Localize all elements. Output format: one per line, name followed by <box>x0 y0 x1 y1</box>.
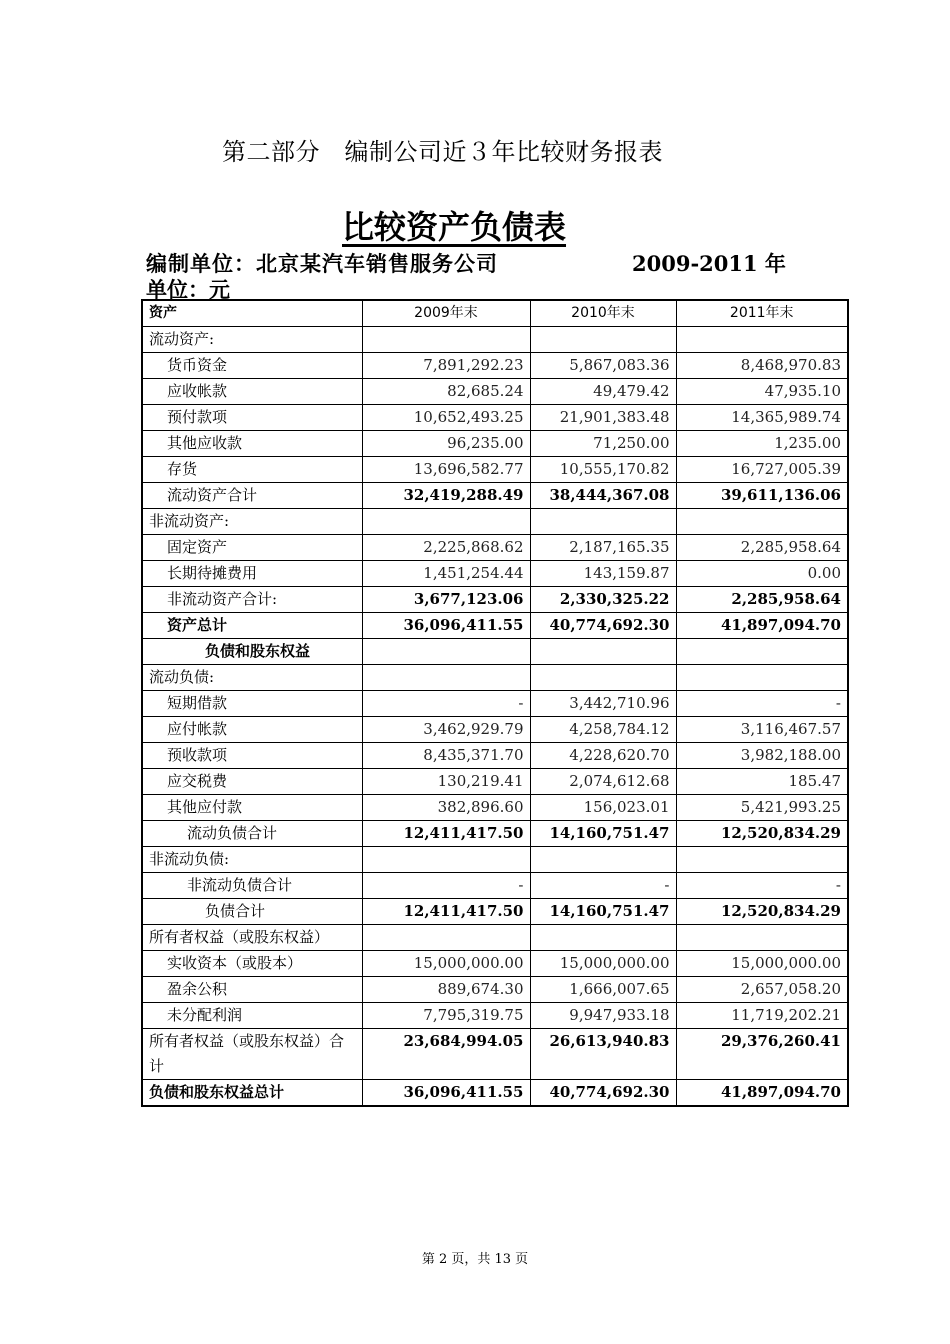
table-row <box>142 717 848 743</box>
row-label: 应收帐款 <box>142 379 362 405</box>
row-label: 应付帐款 <box>142 717 362 743</box>
row-label: 未分配利润 <box>142 1003 362 1029</box>
header-2010: 2010年末 <box>530 300 676 327</box>
row-value <box>676 925 848 951</box>
row-value: 36,096,411.55 <box>362 1080 530 1107</box>
table-row <box>142 379 848 405</box>
row-value: 156,023.01 <box>530 795 676 821</box>
row-value: 40,774,692.30 <box>530 613 676 639</box>
table-row <box>142 405 848 431</box>
row-label: 其他应收款 <box>142 431 362 457</box>
table-row <box>142 353 848 379</box>
row-value: 39,611,136.06 <box>676 483 848 509</box>
row-label: 预收款项 <box>142 743 362 769</box>
row-value: 96,235.00 <box>362 431 530 457</box>
row-label: 非流动资产合计: <box>142 587 362 613</box>
row-value: 130,219.41 <box>362 769 530 795</box>
row-value: 26,613,940.83 <box>530 1029 676 1080</box>
row-value: 185.47 <box>676 769 848 795</box>
table-row <box>142 665 848 691</box>
row-value: 3,442,710.96 <box>530 691 676 717</box>
row-value: 29,376,260.41 <box>676 1029 848 1080</box>
row-value <box>362 639 530 665</box>
row-value: 7,891,292.23 <box>362 353 530 379</box>
row-value: 382,896.60 <box>362 795 530 821</box>
table-row <box>142 327 848 353</box>
row-value <box>530 639 676 665</box>
row-label: 实收资本（或股本） <box>142 951 362 977</box>
row-value <box>676 665 848 691</box>
row-label: 所有者权益（或股东权益）合计 <box>142 1029 362 1080</box>
table-row <box>142 483 848 509</box>
row-value: 2,285,958.64 <box>676 535 848 561</box>
row-label: 资产总计 <box>142 613 362 639</box>
row-value: 41,897,094.70 <box>676 1080 848 1107</box>
row-value: 143,159.87 <box>530 561 676 587</box>
row-label: 流动负债合计 <box>142 821 362 847</box>
row-value: 11,719,202.21 <box>676 1003 848 1029</box>
row-value <box>530 665 676 691</box>
table-row <box>142 899 848 925</box>
row-value: 8,468,970.83 <box>676 353 848 379</box>
row-value: 1,666,007.65 <box>530 977 676 1003</box>
row-label: 货币资金 <box>142 353 362 379</box>
row-value <box>530 847 676 873</box>
row-label: 预付款项 <box>142 405 362 431</box>
row-label: 流动资产合计 <box>142 483 362 509</box>
row-value: 16,727,005.39 <box>676 457 848 483</box>
row-value: 0.00 <box>676 561 848 587</box>
row-value: 2,225,868.62 <box>362 535 530 561</box>
row-value: 41,897,094.70 <box>676 613 848 639</box>
row-label: 所有者权益（或股东权益） <box>142 925 362 951</box>
row-value <box>676 327 848 353</box>
page-footer: 第 2 页，共 13 页 <box>421 1252 529 1267</box>
row-value: 14,365,989.74 <box>676 405 848 431</box>
row-label: 流动资产: <box>142 327 362 353</box>
page-title: 比较资产负债表 <box>342 208 567 246</box>
row-value: 12,520,834.29 <box>676 821 848 847</box>
row-value: 23,684,994.05 <box>362 1029 530 1080</box>
row-label: 负债和股东权益总计 <box>142 1080 362 1107</box>
row-label: 其他应付款 <box>142 795 362 821</box>
row-value: 40,774,692.30 <box>530 1080 676 1107</box>
row-value <box>530 327 676 353</box>
table-row <box>142 561 848 587</box>
table-row <box>142 613 848 639</box>
row-value: 5,867,083.36 <box>530 353 676 379</box>
table-header-row <box>142 300 848 327</box>
row-value <box>362 327 530 353</box>
row-label: 应交税费 <box>142 769 362 795</box>
table-row <box>142 743 848 769</box>
row-value: 2,074,612.68 <box>530 769 676 795</box>
part-title: 第二部分 编制公司近３年比较财务报表 <box>222 138 663 166</box>
unit-label: 单位：元 <box>146 277 230 302</box>
table-row <box>142 457 848 483</box>
table-row <box>142 925 848 951</box>
row-value: - <box>362 691 530 717</box>
row-value: 49,479.42 <box>530 379 676 405</box>
row-label: 固定资产 <box>142 535 362 561</box>
row-value: 1,235.00 <box>676 431 848 457</box>
row-label: 盈余公积 <box>142 977 362 1003</box>
table-row <box>142 431 848 457</box>
row-value <box>362 665 530 691</box>
period-label: 2009-2011 年 <box>632 251 786 276</box>
row-value: 15,000,000.00 <box>362 951 530 977</box>
row-value: 14,160,751.47 <box>530 821 676 847</box>
balance-sheet-table <box>141 299 849 1107</box>
row-label: 长期待摊费用 <box>142 561 362 587</box>
header-2011: 2011年末 <box>676 300 848 327</box>
table-row <box>142 1029 848 1080</box>
row-value: 12,411,417.50 <box>362 899 530 925</box>
row-value: 4,258,784.12 <box>530 717 676 743</box>
row-label: 负债合计 <box>142 899 362 925</box>
row-value: 7,795,319.75 <box>362 1003 530 1029</box>
row-label: 流动负债: <box>142 665 362 691</box>
row-label: 非流动资产: <box>142 509 362 535</box>
table-row <box>142 821 848 847</box>
row-value: 38,444,367.08 <box>530 483 676 509</box>
header-2009: 2009年末 <box>362 300 530 327</box>
row-value: 12,411,417.50 <box>362 821 530 847</box>
row-value <box>676 639 848 665</box>
table-row <box>142 1003 848 1029</box>
table-row <box>142 977 848 1003</box>
row-value: 2,187,165.35 <box>530 535 676 561</box>
row-value: 10,555,170.82 <box>530 457 676 483</box>
row-value: 1,451,254.44 <box>362 561 530 587</box>
row-label: 非流动负债: <box>142 847 362 873</box>
header-assets: 资产 <box>142 300 362 327</box>
row-value: - <box>676 873 848 899</box>
row-value: 15,000,000.00 <box>530 951 676 977</box>
row-value: 3,116,467.57 <box>676 717 848 743</box>
table-row <box>142 847 848 873</box>
row-value: 12,520,834.29 <box>676 899 848 925</box>
row-value: 2,657,058.20 <box>676 977 848 1003</box>
row-value: 3,462,929.79 <box>362 717 530 743</box>
row-value <box>362 925 530 951</box>
table-row <box>142 639 848 665</box>
row-value: 32,419,288.49 <box>362 483 530 509</box>
table-row <box>142 1080 848 1107</box>
row-label: 短期借款 <box>142 691 362 717</box>
row-value: 36,096,411.55 <box>362 613 530 639</box>
row-value: 82,685.24 <box>362 379 530 405</box>
table-row <box>142 535 848 561</box>
row-value <box>362 509 530 535</box>
row-value <box>676 847 848 873</box>
table-row <box>142 509 848 535</box>
table-row <box>142 873 848 899</box>
row-value: 15,000,000.00 <box>676 951 848 977</box>
row-value: 47,935.10 <box>676 379 848 405</box>
row-value: 10,652,493.25 <box>362 405 530 431</box>
row-label: 非流动负债合计 <box>142 873 362 899</box>
row-value: 3,677,123.06 <box>362 587 530 613</box>
table-row <box>142 795 848 821</box>
row-value: 13,696,582.77 <box>362 457 530 483</box>
table-row <box>142 587 848 613</box>
table-row <box>142 769 848 795</box>
row-value: 3,982,188.00 <box>676 743 848 769</box>
row-value: 2,330,325.22 <box>530 587 676 613</box>
row-value: 21,901,383.48 <box>530 405 676 431</box>
compiler-label: 编制单位：北京某汽车销售服务公司 <box>146 251 498 276</box>
row-value <box>362 847 530 873</box>
row-label: 负债和股东权益 <box>142 639 362 665</box>
row-value: - <box>676 691 848 717</box>
row-label: 存货 <box>142 457 362 483</box>
table-row <box>142 691 848 717</box>
row-value: - <box>530 873 676 899</box>
row-value <box>676 509 848 535</box>
row-value <box>530 509 676 535</box>
row-value: 2,285,958.64 <box>676 587 848 613</box>
row-value: 71,250.00 <box>530 431 676 457</box>
row-value <box>530 925 676 951</box>
table-row <box>142 951 848 977</box>
row-value: 8,435,371.70 <box>362 743 530 769</box>
row-value: 14,160,751.47 <box>530 899 676 925</box>
row-value: 9,947,933.18 <box>530 1003 676 1029</box>
row-value: - <box>362 873 530 899</box>
row-value: 889,674.30 <box>362 977 530 1003</box>
row-value: 5,421,993.25 <box>676 795 848 821</box>
row-value: 4,228,620.70 <box>530 743 676 769</box>
